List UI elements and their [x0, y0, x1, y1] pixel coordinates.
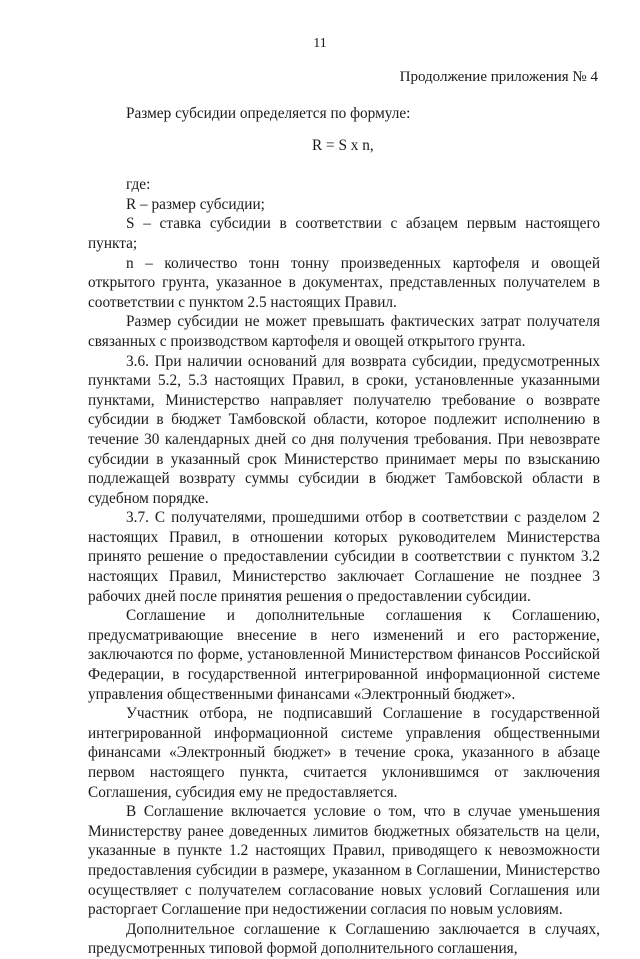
- paragraph-condition: В Соглашение включается условие о том, что в случае уменьшения Министерству ранее доведенных лимитов бюджетных обязательств на цели, указанные в пункте 1.2 настоящих Правил, приводящего к невозможности предоставления субсидии в размере, указанном в Соглашении, Министерство осуществляет с получателем согласование новых условий Соглашения или расторгает Соглашение при недостижении согласия по новым условиям.: [88, 803, 600, 919]
- paragraph-3-7: 3.7. С получателями, прошедшими отбор в соответствии с разделом 2 настоящих Правил, в отношении которых руководителем Министерства принято решение о предоставлении субсидии в соответствии с пунктом 3.2 настоящих Правил, Министерство заключает Соглашение не позднее 3 рабочих дней после принятия решения о предоставлении субсидии.: [88, 509, 600, 605]
- formula: R = S x n,: [312, 136, 374, 154]
- definition-n: n – количество тонн тонну произведенных картофеля и овощей открытого грунта, указанное в документах, представленных получателем в соответствии с пунктом 2.5 настоящих Правил.: [88, 254, 600, 311]
- paragraph-formula-intro: Размер субсидии определяется по формуле:: [126, 105, 411, 122]
- paragraph-participant: Участник отбора, не подписавший Соглашение в государственной интегрированной информационной системе управления общественными финансами «Электронный бюджет» в течение срока, указанного в абзаце первом настоящего пункта, считается уклонившимся от заключения Соглашения, субсидия ему не предоставляется.: [88, 705, 600, 801]
- appendix-heading: Продолжение приложения № 4: [399, 69, 598, 85]
- definition-s: S – ставка субсидии в соответствии с абзацем первым настоящего пункта;: [88, 215, 600, 252]
- definition-r: R – размер субсидии;: [126, 195, 265, 213]
- paragraph-additional: Дополнительное соглашение к Соглашению заключается в случаях, предусмотренных типовой формой дополнительного соглашения,: [88, 920, 600, 958]
- paragraph-agreement: Соглашение и дополнительные соглашения к Соглашению, предусматривающие внесение в него изменений и его расторжение, заключаются по форме, установленной Министерством финансов Российской Федерации, в государственной интегрированной информационной системе управления общественными финансами «Электронный бюджет».: [88, 607, 600, 703]
- paragraph-limit: Размер субсидии не может превышать фактических затрат получателя связанных с производством картофеля и овощей открытого грунта.: [88, 313, 600, 350]
- paragraph-3-6: 3.6. При наличии оснований для возврата субсидии, предусмотренных пунктами 5.2, 5.3 настоящих Правил, в сроки, установленные указанными пунктами, Министерство направляет получателю требование о возврате субсидии в бюджет Тамбовской области, которое подлежит исполнению в течение 30 календарных дней со дня получения требования. При невозврате субсидии в указанный срок Министерство принимает меры по взысканию подлежащей возврату суммы субсидии в бюджет Тамбовской области в судебном порядке.: [88, 352, 600, 507]
- paragraph-where: где:: [126, 176, 151, 194]
- document-body: [88, 104, 600, 959]
- page-number: 11: [313, 36, 327, 51]
